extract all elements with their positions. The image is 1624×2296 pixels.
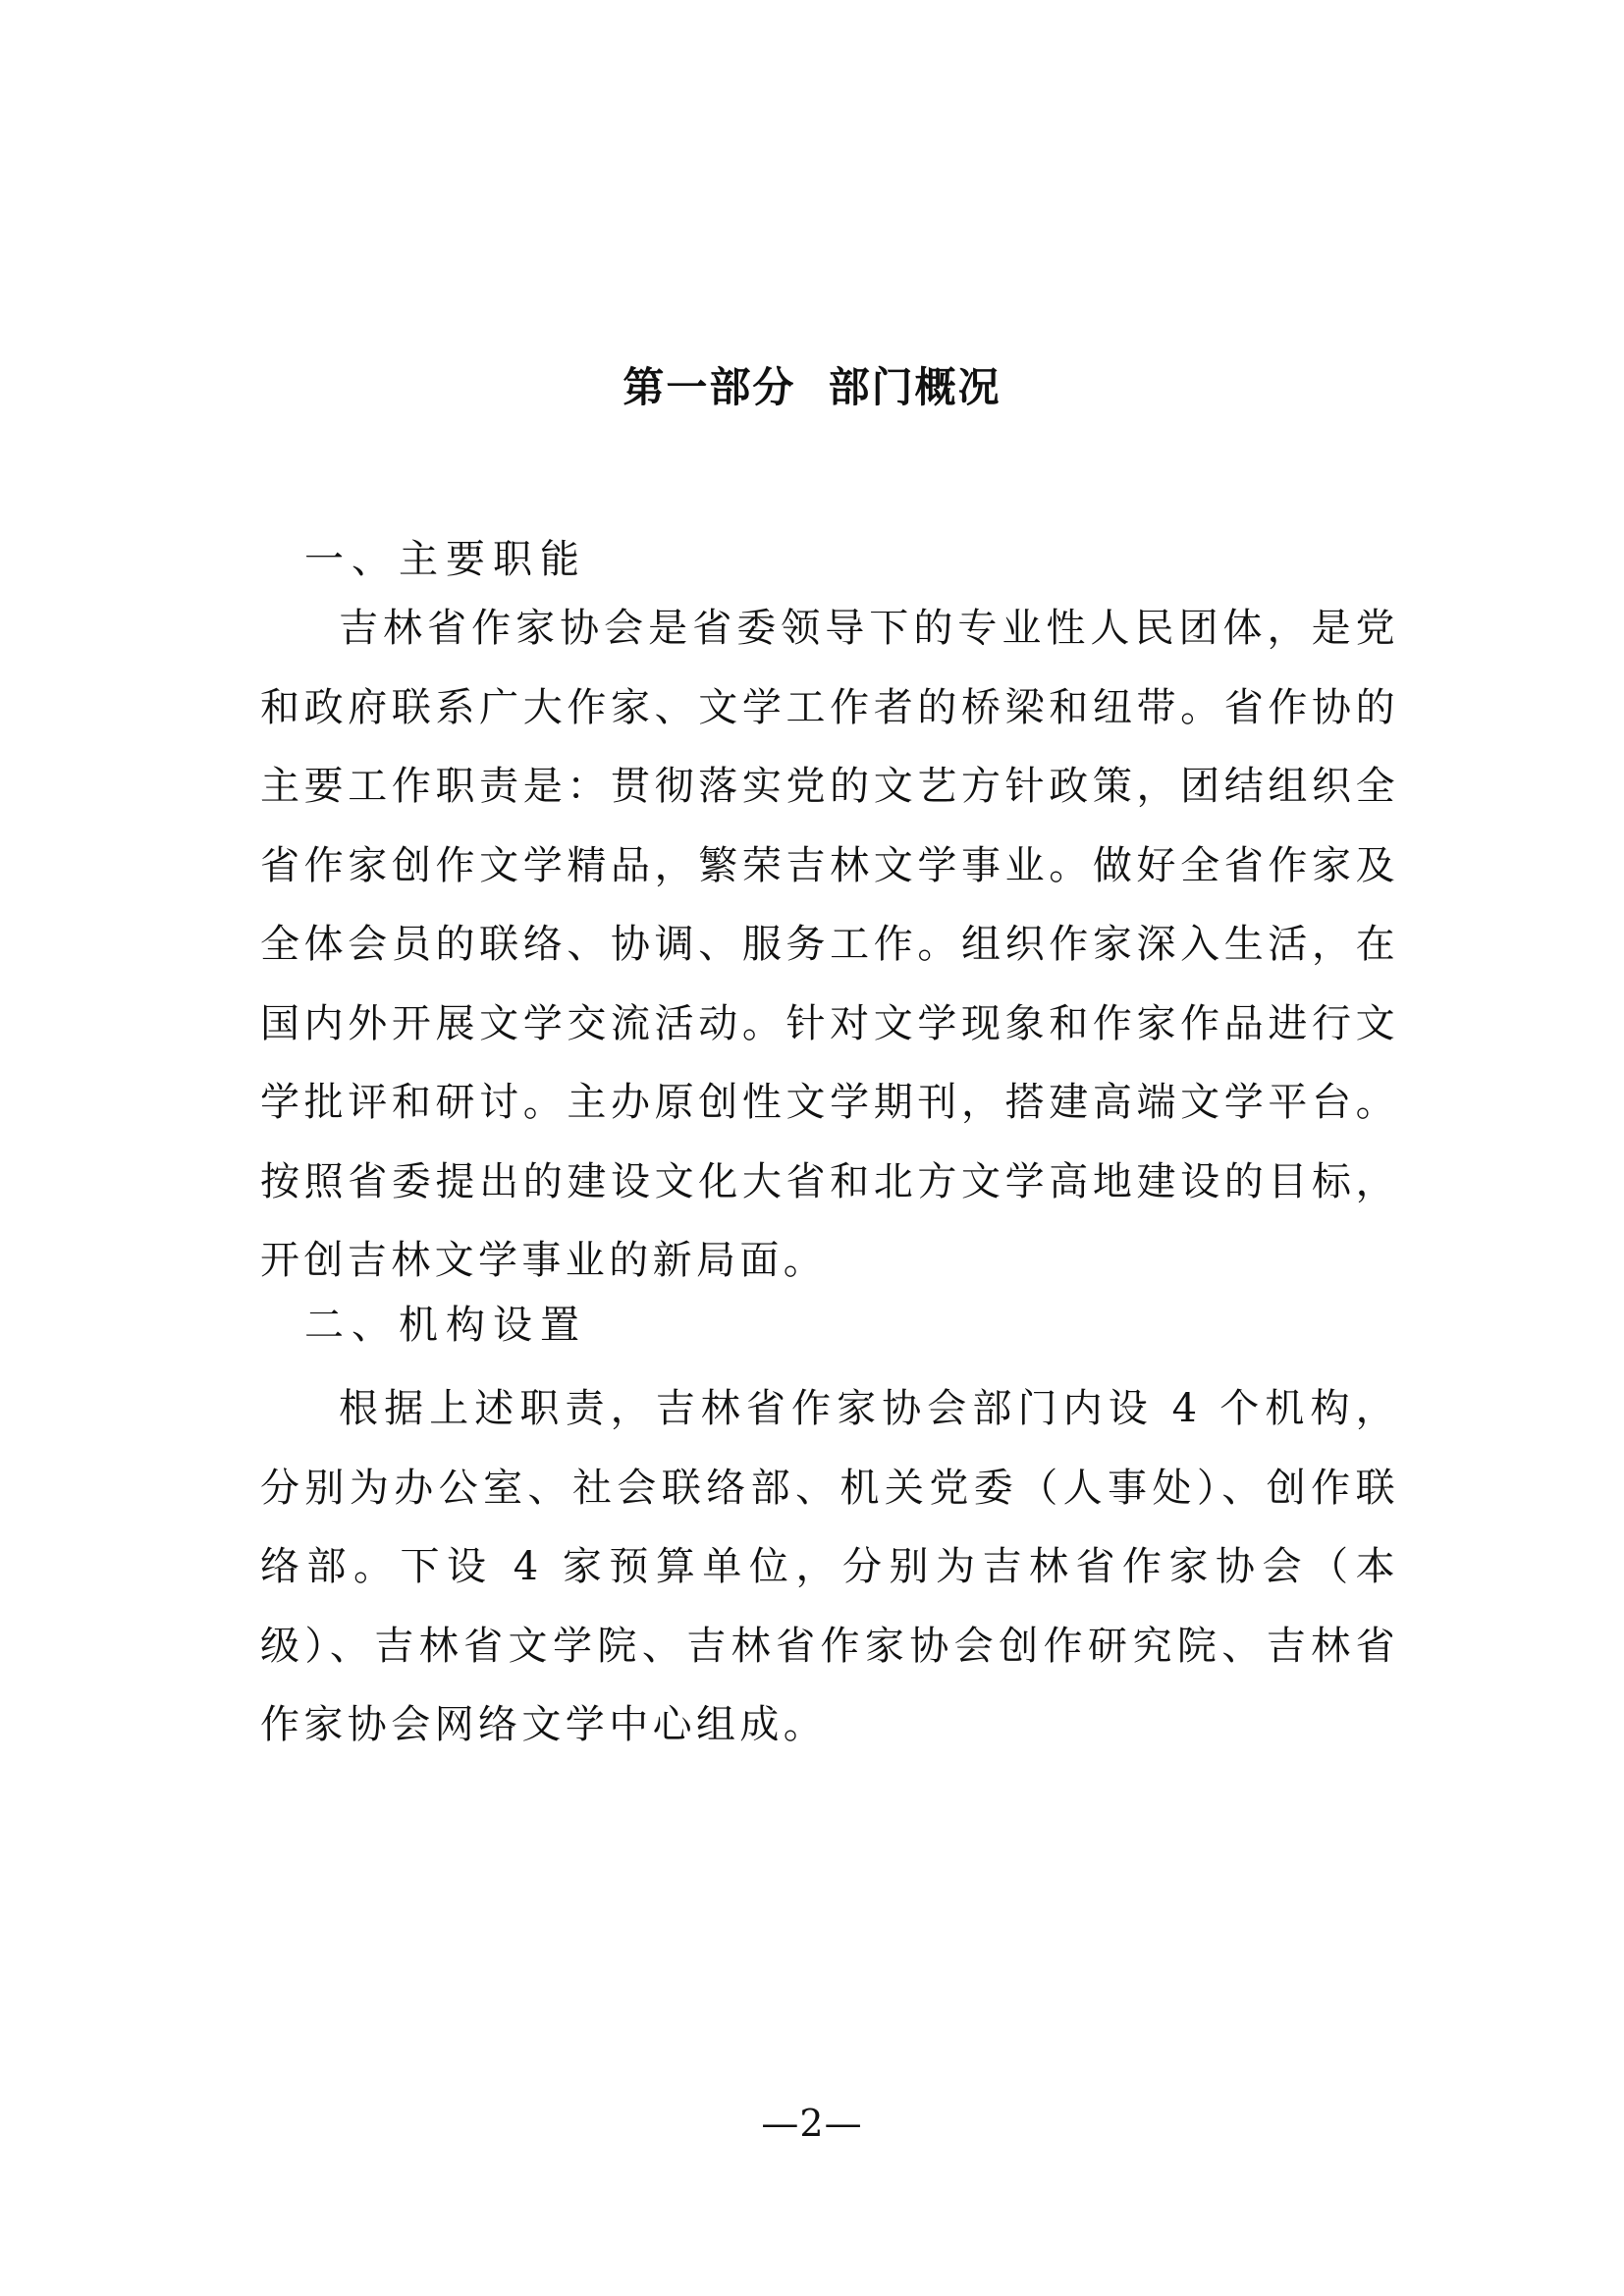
section-heading-organization: 二、机构设置 [304, 1303, 587, 1348]
section-heading-main-functions: 一、主要职能 [304, 537, 587, 582]
page-number: —2— [761, 2102, 863, 2145]
page-title: 第一部分 部门概况 [623, 363, 1001, 411]
section-body-organization: 根据上述职责，吉林省作家协会部门内设 4 个机构，分别为办公室、社会联络部、机关党委（人事处）、创作联络部。下设 4 家预算单位，分别为吉林省作家协会（本级）、吉林省文学院、吉林省作家协会创作研究院、吉林省作家协会网络文学中心组成。 [260, 1386, 1399, 1747]
section-body-main-functions: 吉林省作家协会是省委领导下的专业性人民团体，是党和政府联系广大作家、文学工作者的桥梁和纽带。省作协的主要工作职责是：贯彻落实党的文艺方针政策，团结组织全省作家创作文学精品，繁荣吉林文学事业。做好全省作家及全体会员的联络、协调、服务工作。组织作家深入生活，在国内外开展文学交流活动。针对文学现象和作家作品进行文学批评和研讨。主办原创性文学期刊，搭建高端文学平台。按照省委提出的建设文化大省和北方文学高地建设的目标，开创吉林文学事业的新局面。 [260, 606, 1399, 1283]
